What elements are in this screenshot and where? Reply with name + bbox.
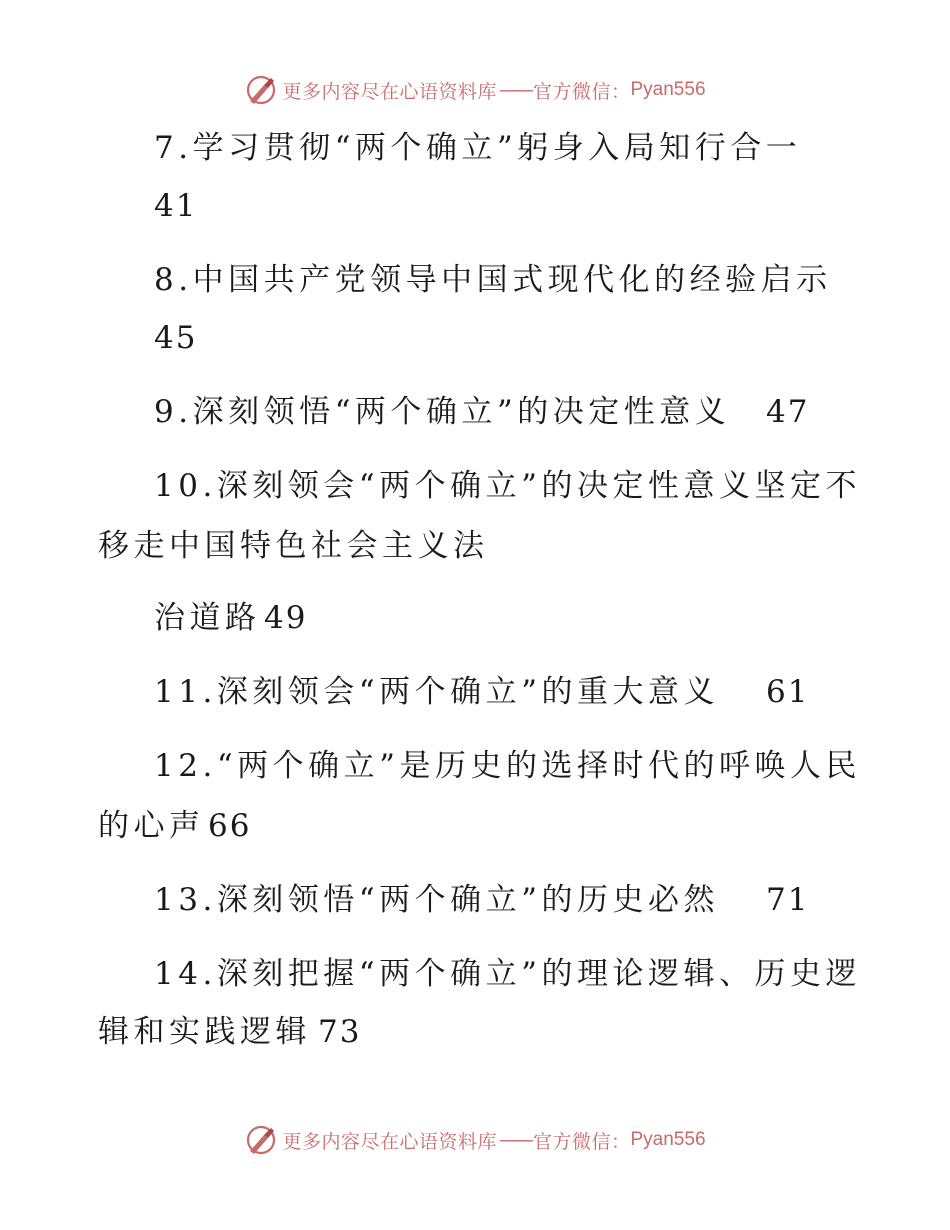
toc-entry-title: 深刻领会“两个确立”的重大意义	[216, 674, 720, 710]
watermark-label: 官方微信：	[532, 1130, 631, 1153]
toc-entry-13-title	[154, 878, 719, 922]
watermark-brand: 更多内容尽在心语资料库	[282, 80, 497, 103]
toc-entry-11-title	[154, 670, 719, 714]
toc-entry-12-title-line2: 的心声	[98, 808, 205, 844]
toc-entry-title: 深刻领会“两个确立”的决定性意义坚定不	[216, 468, 862, 504]
toc-entry-7-title	[154, 126, 801, 170]
toc-entry-10-title	[154, 464, 861, 508]
watermark-dash: ——	[498, 79, 531, 101]
toc-entry-8-page: 45	[154, 320, 198, 356]
toc-entry-number: 9.	[154, 394, 193, 430]
footer-watermark	[0, 1120, 950, 1160]
toc-entry-14-title	[154, 952, 861, 996]
toc-entry-10-title-line2: 移走中国特色社会主义法	[98, 528, 489, 564]
toc-entry-title: “两个确立”是历史的选择时代的呼唤人民	[216, 748, 862, 784]
toc-entry-number: 11.	[154, 674, 217, 710]
toc-entry-title: 学习贯彻“两个确立”躬身入局知行合一	[192, 130, 802, 166]
toc-entry-number: 14.	[154, 956, 217, 992]
toc-entry-7-page: 41	[154, 188, 198, 224]
toc-entry-10-page: 49	[264, 600, 308, 636]
toc-entry-12-title	[154, 744, 861, 788]
toc-entry-13-page: 71	[766, 882, 810, 918]
watermark-dash: ——	[498, 1129, 531, 1151]
toc-entry-title-continued: 治道路	[154, 600, 261, 636]
watermark-brand: 更多内容尽在心语资料库	[282, 1130, 497, 1153]
watermark-wechat-id: Pyan556	[630, 1129, 706, 1150]
toc-entry-number: 13.	[154, 882, 217, 918]
watermark-label: 官方微信：	[532, 80, 631, 103]
toc-entry-number: 10.	[154, 468, 217, 504]
toc-entry-number: 8.	[154, 262, 193, 298]
toc-entry-title: 深刻领悟“两个确立”的历史必然	[216, 882, 720, 918]
toc-entry-9-page: 47	[766, 394, 810, 430]
toc-entry-9-title	[154, 390, 730, 434]
toc-entry-title: 深刻把握“两个确立”的理论逻辑、历史逻	[216, 956, 862, 992]
toc-entry-11-page: 61	[766, 674, 810, 710]
watermark-wechat-id: Pyan556	[630, 79, 706, 100]
toc-entry-title: 深刻领悟“两个确立”的决定性意义	[192, 394, 731, 430]
toc-entry-title: 中国共产党领导中国式现代化的经验启示	[192, 262, 832, 298]
toc-entry-10-title-line3	[154, 596, 261, 640]
toc-entry-14-title-line2: 辑和实践逻辑	[98, 1014, 311, 1050]
pen-logo-icon	[244, 1123, 278, 1157]
toc-entry-14-page: 73	[318, 1014, 362, 1050]
toc-entry-number: 7.	[154, 130, 193, 166]
toc-entry-12-page: 66	[208, 808, 252, 844]
toc-entry-8-title	[154, 258, 832, 302]
toc-entry-number: 12.	[154, 748, 217, 784]
